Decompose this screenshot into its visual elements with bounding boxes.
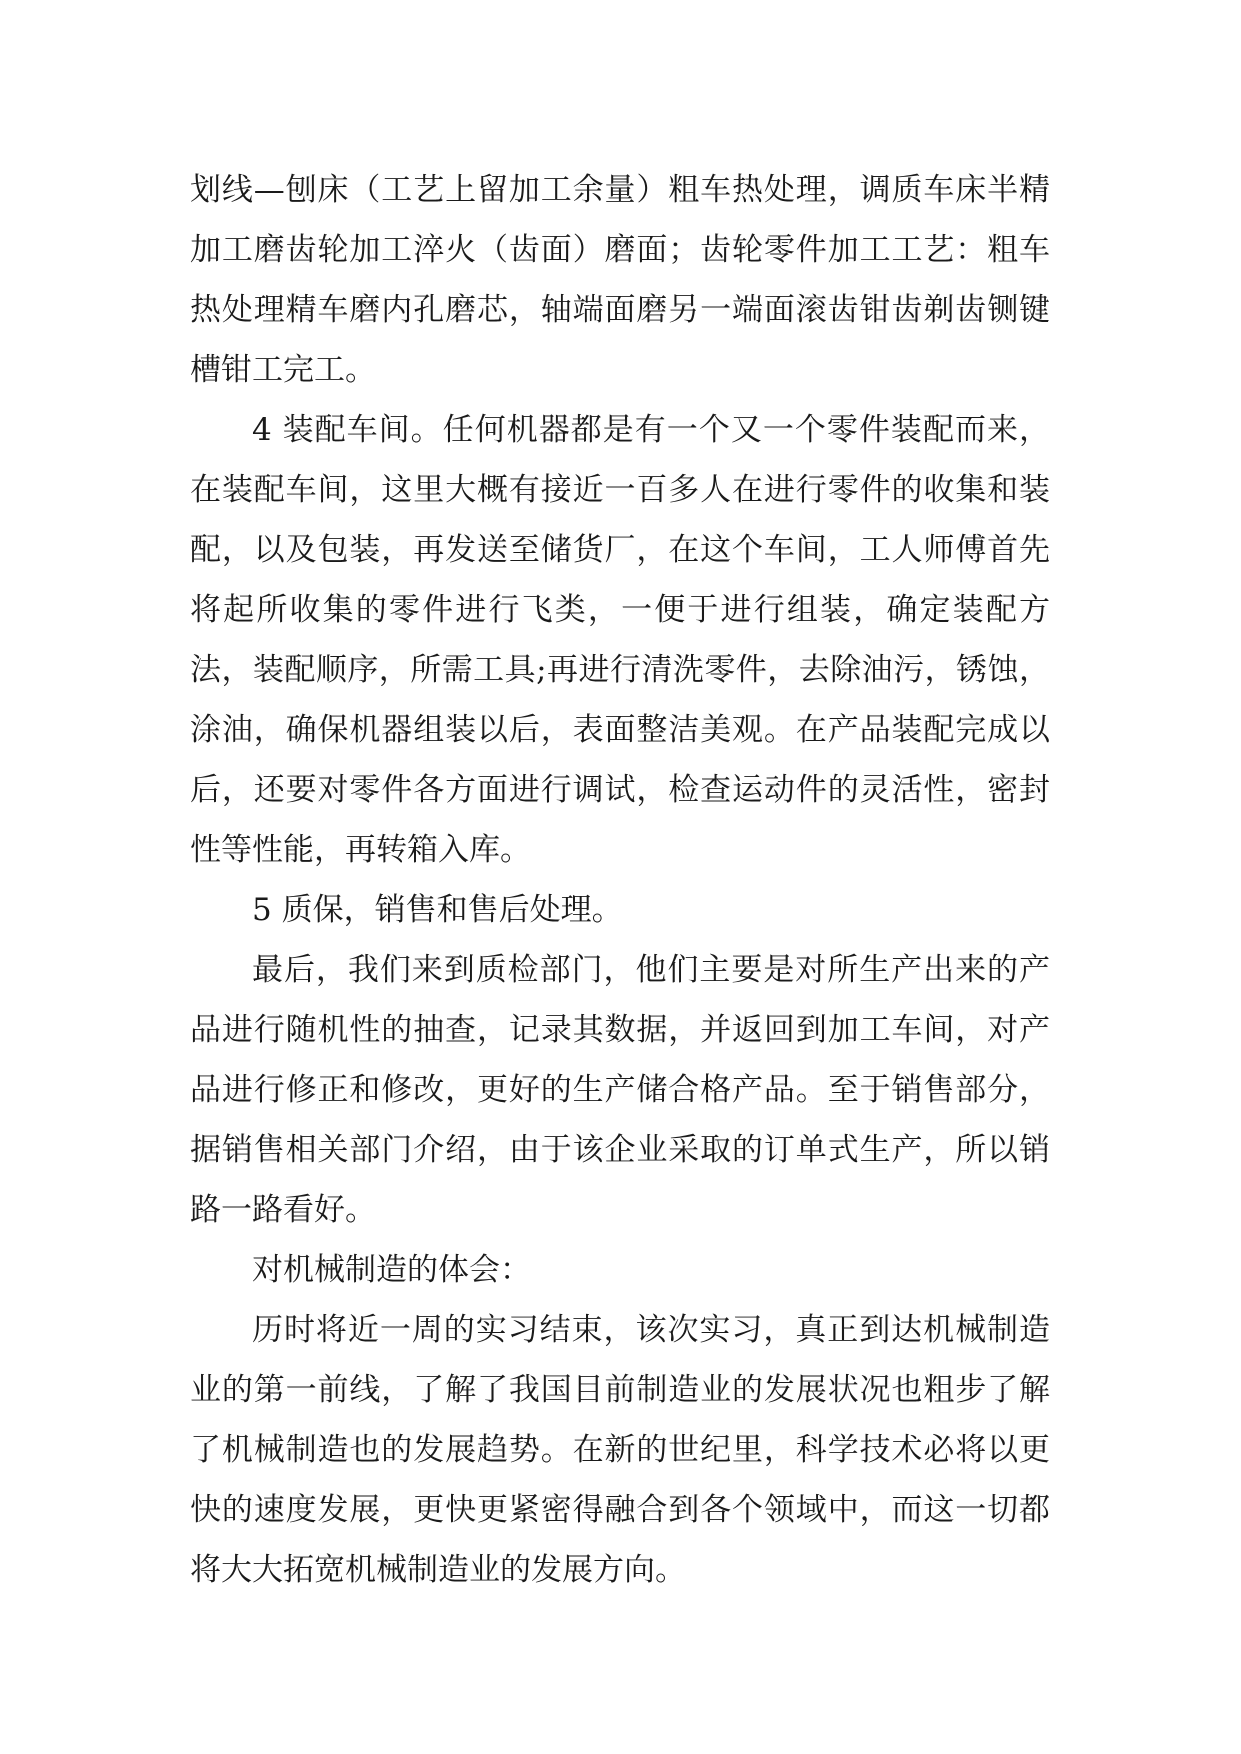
paragraph-reflection-heading: 对机械制造的体会： [252, 1252, 531, 1288]
paragraph-quality-inspection: 最后，我们来到质检部门，他们主要是对所生产出来的产品进行随机性的抽查，记录其数据，并返回到加工车间，对产品进行修正和修改，更好的生产储合格产品。至于销售部分，据销售相关部门介绍，由于该企业采取的订单式生产，所以销路一路看好。 [190, 952, 1050, 1228]
paragraph-process-continued: 划线—刨床（工艺上留加工余量）粗车热处理，调质车床半精加工磨齿轮加工淬火（齿面）磨面；齿轮零件加工工艺：粗车热处理精车磨内孔磨芯，轴端面磨另一端面滚齿钳齿剃齿铡键槽钳工完工。 [190, 172, 1050, 388]
paragraph-quality-sales-heading: 5 质保，销售和售后处理。 [252, 892, 623, 928]
paragraph-reflection: 历时将近一周的实习结束，该次实习，真正到达机械制造业的第一前线，了解了我国目前制造业的发展状况也粗步了解了机械制造也的发展趋势。在新的世纪里，科学技术必将以更快的速度发展，更快更紧密得融合到各个领域中，而这一切都将大大拓宽机械制造业的发展方向。 [190, 1312, 1050, 1588]
paragraph-assembly-workshop: 4 装配车间。任何机器都是有一个又一个零件装配而来，在装配车间，这里大概有接近一百多人在进行零件的收集和装配，以及包装，再发送至储货厂，在这个车间，工人师傅首先将起所收集的零件进行飞类，一便于进行组装，确定装配方法，装配顺序，所需工具;再进行清洗零件，去除油污，锈蚀，涂油，确保机器组装以后，表面整洁美观。在产品装配完成以后，还要对零件各方面进行调试，检查运动件的灵活性，密封性等性能，再转箱入库。 [190, 412, 1050, 868]
document-body [190, 160, 1050, 1600]
